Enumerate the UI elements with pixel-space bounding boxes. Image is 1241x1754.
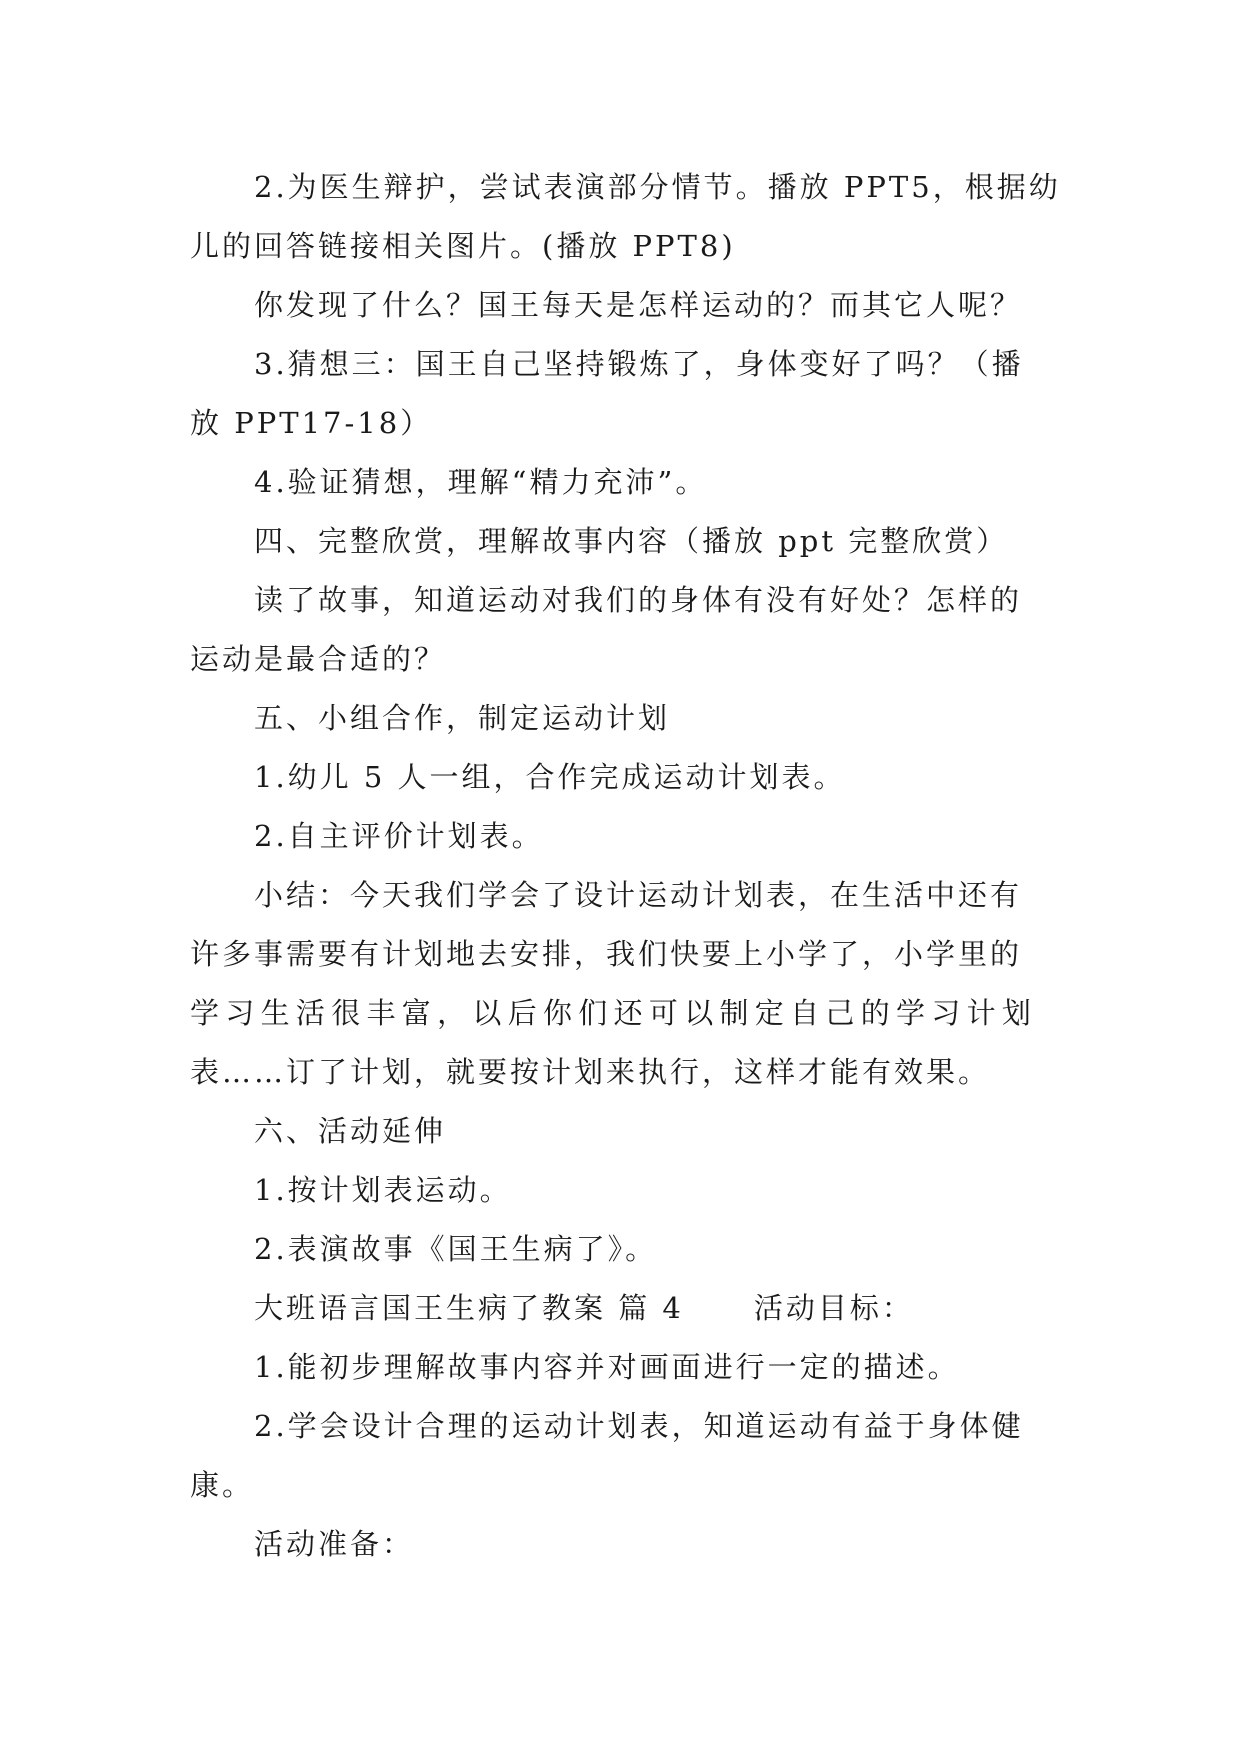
paragraph-line: 读了故事，知道运动对我们的身体有没有好处？怎样的 [254,583,1023,617]
paragraph-line: 运动是最合适的？ [190,642,447,676]
paragraph-line: 许多事需要有计划地去安排，我们快要上小学了，小学里的 [190,937,1023,971]
lesson-title-line [190,1279,1050,1338]
paragraph-line: 放 PPT17-18） [190,406,433,440]
lesson-title: 大班语言国王生病了教案 篇 4 [254,1291,684,1325]
paragraph-line: 3.猜想三：国王自己坚持锻炼了，身体变好了吗？（播 [254,347,1024,381]
document-body [190,158,1061,1574]
paragraph-line: 小结：今天我们学会了设计运动计划表，在生活中还有 [254,878,1023,912]
paragraph-line: 2.为医生辩护，尝试表演部分情节。播放 PPT5，根据幼 [254,170,1061,204]
paragraph-line: 2.学会设计合理的运动计划表，知道运动有益于身体健 [254,1409,1024,1443]
paragraph-line: 2.自主评价计划表。 [254,819,544,853]
activity-goals-heading: 活动目标： [753,1291,914,1325]
section-heading: 五、小组合作，制定运动计划 [254,701,671,735]
section-heading: 活动准备： [254,1527,415,1561]
paragraph-line: 2.表演故事《国王生病了》。 [254,1232,658,1266]
section-heading: 六、活动延伸 [254,1114,447,1148]
paragraph-line: 4.验证猜想，理解“精力充沛”。 [254,465,708,499]
paragraph-line: 表……订了计划，就要按计划来执行，这样才能有效果。 [190,1055,991,1089]
paragraph-line: 1.幼儿 5 人一组，合作完成运动计划表。 [254,760,846,794]
paragraph-line: 康。 [190,1468,255,1502]
paragraph-line: 学习生活很丰富，以后你们还可以制定自己的学习计划 [190,996,1038,1030]
paragraph-line: 1.能初步理解故事内容并对画面进行一定的描述。 [254,1350,960,1384]
paragraph-line: 儿的回答链接相关图片。(播放 PPT8) [190,229,736,263]
section-heading: 四、完整欣赏，理解故事内容（播放 ppt 完整欣赏） [254,524,1009,558]
paragraph-line: 1.按计划表运动。 [254,1173,512,1207]
paragraph-line: 你发现了什么？国王每天是怎样运动的？而其它人呢？ [254,288,1023,322]
